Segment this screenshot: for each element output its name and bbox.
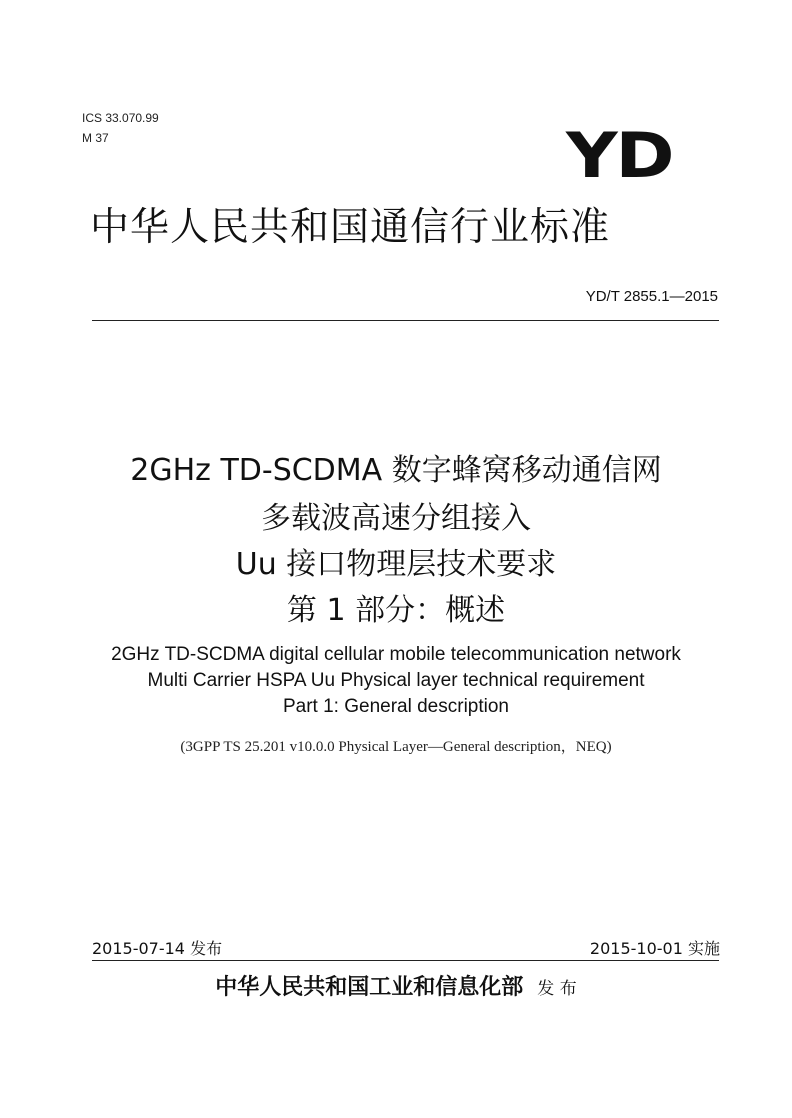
title-en-line-3: Part 1: General description (282, 696, 509, 717)
title-cn-line-1: 2GHz TD-SCDMA 数字蜂窝移动通信网 (130, 453, 662, 488)
issuer-name: 中华人民共和国工业和信息化部 (215, 974, 524, 1000)
title-en-line-1: 2GHz TD-SCDMA digital cellular mobile telecommunication network (111, 644, 681, 665)
header-divider (92, 320, 719, 321)
title-cn-line-3: Uu 接口物理层技术要求 (235, 547, 557, 582)
title-en-line-2: Multi Carrier HSPA Uu Physical layer technical requirement (147, 670, 645, 691)
yd-logo: YD (566, 119, 673, 192)
footer-divider (92, 960, 719, 961)
issuer-verb: 发 布 (537, 979, 577, 999)
title-cn-line-2: 多载波高速分组接入 (261, 501, 531, 536)
ics-code: ICS 33.070.99 (82, 111, 159, 125)
issuer (0, 970, 792, 1001)
reference-standard: (3GPP TS 25.201 v10.0.0 Physical Layer—General description，NEQ) (180, 739, 612, 755)
standard-number: YD/T 2855.1—2015 (585, 288, 718, 305)
org-title: 中华人民共和国通信行业标准 (90, 205, 611, 250)
classification-code: M 37 (82, 131, 109, 145)
title-cn-line-4: 第 1 部分：概述 (286, 593, 506, 628)
publish-date: 2015-07-14 发布 (92, 939, 223, 958)
implement-date: 2015-10-01 实施 (589, 939, 720, 958)
